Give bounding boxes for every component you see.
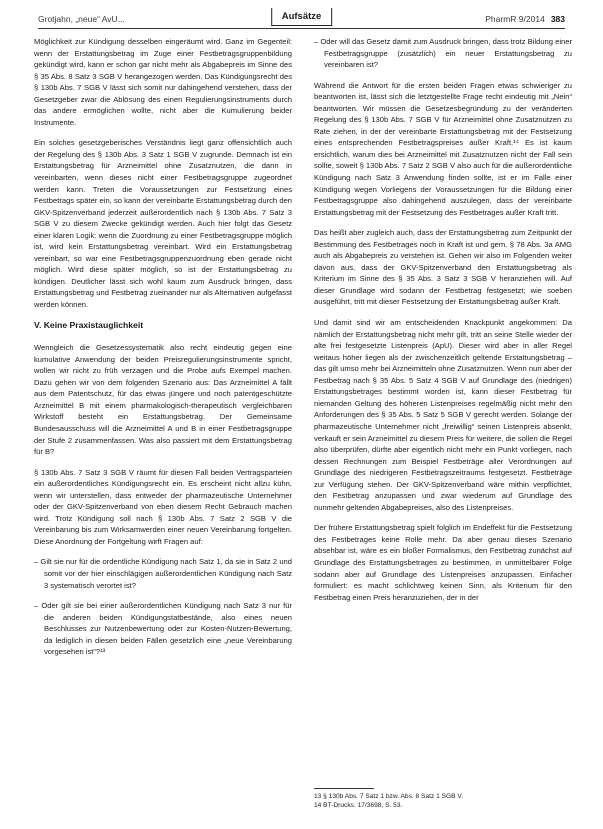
journal-issue — [485, 14, 565, 24]
header-rule — [38, 28, 565, 29]
right-column-list-item: – Oder will das Gesetz damit zum Ausdruck bringen, dass trotz Bildung einer Festbetragsgruppe (zusätzlich) ein neuer Erstattungsbetrag zu vereinbaren ist? — [314, 37, 572, 70]
right-column-paragraph: Der frühere Erstattungsbetrag spielt folglich im Endeffekt für die Festsetzung des Festbetrages keine Rolle mehr. Da aber genau dieses Szenario absehbar ist, wäre es ein bloßer Formalismus, den Festbetrag zunächst auf Grundlage des Erstattungsbetrages zu bestimmen, in unmittelbarer Folge sodann aber auf Grundlage des Listenpreises anzupassen. Einfacher formuliert: es macht schlichtweg keinen Sinn, als Kriterium für den Festbetrag einen Preis heranzuziehen, der in der — [314, 523, 572, 602]
journal-name: PharmR 9/2014 — [485, 14, 545, 24]
author-running-title: Grotjahn, „neue“ AvU... — [38, 14, 125, 24]
right-column — [314, 36, 572, 612]
left-column-paragraph: Möglichkeit zur Kündigung desselben eingeräumt wird. Ganz im Gegenteil: wenn der Erstattungsbetrag im Zuge einer Festbetragsgruppenbildung gekündigt wird, kann er schon gar nicht mehr als Abgabepreis im Sinne des § 35 Abs. 8 Satz 3 SGB V herangezogen werden. Das Kündigungsrecht des § 130b Abs. 7 SGB V lässt sich somit nur dahingehend verstehen, dass der Gesetzgeber zwar die Ablösung des einen Regulierungsinstruments durch das andere ermöglichen wollte, nicht aber die Kumulierung beider Instrumente. — [34, 37, 292, 127]
left-column-paragraph: Ein solches gesetzgeberisches Verständnis liegt ganz offensichtlich auch der Regelung des § 130b Abs. 3 Satz 1 SGB V zugrunde. Demnach ist ein Erstattungsbetrag für Arzneimittel ohne Zusatznutzen, die dann in vereinbarten, wenn dieses nicht einer Festbetragsgruppe zugeordnet werden kann. Treten die Voraussetzungen zur Festsetzung eines Festbetrags später ein, so kann der vereinbarte Erstattungsbetrag durch den GKV-Spitzenverband jederzeit außerordentlich nach § 130b Abs. 7 Satz 3 SGB V zu diesem Zwecke gekündigt werden. Auch hier folgt das Gesetz einer klaren Logik: wenn die Zuordnung zu einer Festbetragsgruppe möglich ist, wird kein Erstattungsbetrag vereinbart. Wird ein Erstattungsbetrag vereinbart, so war eine Festbetragsgruppenzuordnung eben gerade nicht möglich. Wird diese später möglich, so ist der Erstattungsbetrag zu kündigen. Deutlicher lässt sich wohl kaum zum Ausdruck bringen, dass Erstattungsbetrag und Festbetrag zueinander nur als Alternativen aufgefasst werden können. — [34, 138, 292, 310]
right-column-paragraph: Und damit sind wir am entscheidenden Knackpunkt angekommen: Da nämlich der Erstattungsbetrag nicht mehr gilt, tritt an seine Stelle wieder der alte frei festgesetzte Listenpreis (ApU). Dieser wird aber in aller Regel weitaus höher liegen als der zwischenzeitlich geltende Erstattungsbetrag – das gilt umso mehr bei Arzneimitteln ohne Zusatznutzen. Wenn nun aber der Festbetrag nach § 35 Abs. 5 Satz 4 SGB V auf Grundlage des (niedrigen) Erstattungsbetrages bestimmt worden ist, kann dieser Festbetrag für niemanden Geltung des höheren Listenpreises regelmäßig nicht mehr den Anforderungen des § 35 Abs. 5 Satz 5 SGB V gerecht werden. Solange der pharmazeutische Unternehmer nicht „freiwillig“ seinen Listenpreis absenkt, verkauft er sein Arzneimittel zu diesem Preis für weitere, die sollen die Regel also überprüfen, dürfte aber eigentlich nicht mehr ein Punkt vorliegen, nach dessen Rechnungen zum Beispiel Festbeträge aller Verordnungen auf Grundlage des niedrigeren Festbetragszeitraums festgesetzt. Festbeträge zur Verfügung stehen. Der GKV-Spitzenverband wäre mithin verpflichtet, den Festbetrag anzupassen und zwar wiederum auf Grundlage des nunmehr geltenden Abgabepreises, also des Listenpreises. — [314, 318, 572, 512]
footnote-14: 14 BT-Drucks. 17/3698, S. 53. — [314, 802, 403, 809]
left-column — [34, 36, 292, 667]
footnote-13: 13 § 130b Abs. 7 Satz 1 bzw. Abs. 8 Satz 1 SGB V. — [314, 793, 463, 800]
left-column-paragraph: Wenngleich die Gesetzessystematik also recht eindeutig gegen eine kumulative Anwendung der beiden Preisregulierungsinstrumente spricht, wollen wir nicht zu früh verzagen und die Probe aufs Exempel machen. Dazu gehen wir von dem folgenden Szenario aus: Das Arzneimittel A fällt aus dem Patentschutz, für das etwas jüngere und noch patentgeschützte Arzneimittel B mit einem pharmakologisch-therapeutisch vergleichbaren Wirkstoff besteht ein Erstattungsbetrag. Der Gemeinsame Bundesausschuss will die Arzneimittel A und B in einer Festbetragsgruppe der Stufe 2 zusammenfassen. Was also passiert mit dem Erstattungsbetrag für B? — [34, 343, 292, 457]
left-column-list-item: – Oder gilt sie bei einer außerordentlichen Kündigung nach Satz 3 nur für die anderen beiden Kündigungstatbestände, also eines neuen Beschlusses zur Nutzenbewertung oder zur Kosten-Nutzen-Bewertung, da lediglich in diesen beiden Fällen gesetzlich eine „neue Vereinbarung vorgesehen ist“?¹³ — [34, 601, 292, 657]
footnotes — [314, 788, 572, 810]
left-column-paragraph: § 130b Abs. 7 Satz 3 SGB V räumt für diesen Fall beiden Vertragsparteien ein außerordentliches Kündigungsrecht ein. Es erscheint nicht allzu kühn, wenn wir unterstellen, dass entweder der pharmazeutische Unternehmer oder der GKV-Spitzenverband von eben diesem Recht Gebrauch machen wird. Trotz Kündigung soll nach § 130b Abs. 7 Satz 2 SGB V die Vereinbarung bis zum Wirksamwerden einer neuen Vereinbarung fortgelten. Diese Anordnung der Fortgeltung wirft Fragen auf: — [34, 467, 292, 546]
right-column-paragraph: Während die Antwort für die ersten beiden Fragen etwas schwieriger zu beantworten ist, lässt sich die letztgestellte Frage recht eindeutig mit „Nein“ beantworten. Wir müssen die Gesetzesbegründung zu der veränderten Regelung des § 130b Abs. 7 SGB V für Arzneimittel ohne Zusatznutzen zu Rate ziehen, in der der vereinbarte Erstattungsbetrag mit der Festsetzung eines entsprechenden Festbetragspreises außer Kraft.¹⁴ Es ist kaum ersichtlich, warum dies bei Arzneimittel mit Zusatznutzen nicht der Fall sein sollte, soweit § 130b Abs. 7 Satz 2 SGB V also auch für die außerordentliche Kündigung nach Satz 3 Anwendung finden sollte, ist er im Falle einer Kündigung wegen Vorliegens der Voraussetzungen für die Bildung einer Festbetragsgruppe also dahingehend auszulegen, dass der vereinbarte Erstattungsbetrag mit der Festsetzung des Festbetrages außer Kraft tritt. — [314, 80, 572, 217]
section-label: Aufsätze — [271, 8, 333, 26]
section-heading: V. Keine Praxistauglichkeit — [34, 319, 144, 330]
left-column-list-item: – Gilt sie nur für die ordentliche Kündigung nach Satz 1, da sie in Satz 2 und somit vor der hier einschlägigen außerordentlichen Kündigung nach Satz 3 systematisch verortet ist? — [34, 557, 292, 590]
page-number: 383 — [550, 14, 565, 24]
running-head — [38, 6, 565, 36]
right-column-paragraph: Das heißt aber zugleich auch, dass der Erstattungsbetrag zum Zeitpunkt der Bestimmung des Festbetrages noch in Kraft ist und gem. § 78 Abs. 3a AMG auch als Abgabepreis zu verstehen ist. Gehen wir also im Folgenden weiter davon aus, dass der GKV-Spitzenverband den Erstattungsbetrag als Kriterium im Sinne des § 35 Abs. 3 Satz 3 SGB V heranziehen will. Auf dieser Grundlage wird sodann der Festbetrag festgesetzt; wie soeben ausgeführt, tritt mit dieser Festsetzung der Erstattungsbetrag außer Kraft. — [314, 228, 572, 307]
footnote-rule — [314, 788, 374, 789]
